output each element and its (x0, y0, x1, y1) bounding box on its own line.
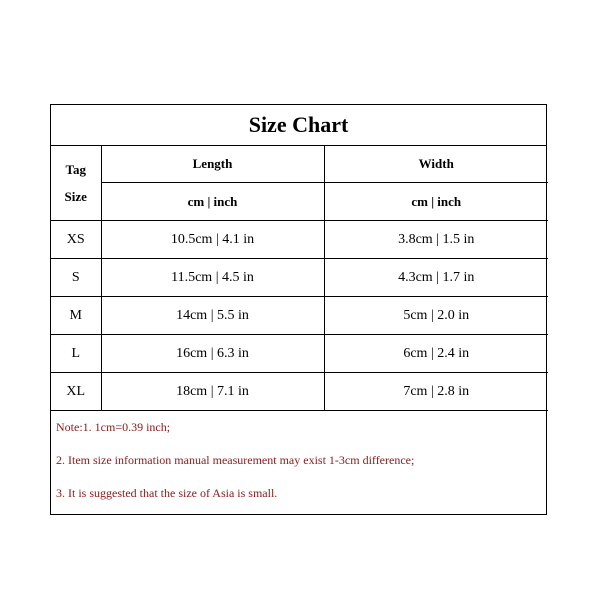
width-cell: 5cm | 2.0 in (324, 297, 548, 335)
size-cell: XS (51, 221, 101, 259)
table-row (51, 221, 548, 259)
unit-row (51, 183, 548, 221)
table-row (51, 335, 548, 373)
notes-section (51, 411, 546, 514)
table-row (51, 373, 548, 411)
width-cell: 4.3cm | 1.7 in (324, 259, 548, 297)
length-cell: 11.5cm | 4.5 in (101, 259, 324, 297)
width-cell: 7cm | 2.8 in (324, 373, 548, 411)
width-cell: 6cm | 2.4 in (324, 335, 548, 373)
size-cell: S (51, 259, 101, 297)
size-chart (50, 104, 547, 515)
tag-size-header (51, 145, 101, 221)
width-cell: 3.8cm | 1.5 in (324, 221, 548, 259)
length-cell: 18cm | 7.1 in (101, 373, 324, 411)
length-cell: 10.5cm | 4.1 in (101, 221, 324, 259)
table-row (51, 297, 548, 335)
size-label: Size (64, 188, 87, 204)
size-cell: M (51, 297, 101, 335)
length-header: Length (101, 145, 324, 183)
size-cell: L (51, 335, 101, 373)
header-row (51, 145, 548, 183)
note-3: 3. It is suggested that the size of Asia is small. (56, 486, 278, 500)
length-cell: 16cm | 6.3 in (101, 335, 324, 373)
size-cell: XL (51, 373, 101, 411)
width-unit: cm | inch (324, 183, 548, 221)
chart-title: Size Chart (51, 105, 546, 146)
tag-label: Tag (65, 161, 86, 177)
table-row (51, 259, 548, 297)
length-unit: cm | inch (101, 183, 324, 221)
length-cell: 14cm | 5.5 in (101, 297, 324, 335)
width-header: Width (324, 145, 548, 183)
size-table (51, 145, 548, 411)
note-2: 2. Item size information manual measurement may exist 1-3cm difference; (56, 453, 415, 467)
note-1: Note:1. 1cm=0.39 inch; (56, 420, 171, 434)
